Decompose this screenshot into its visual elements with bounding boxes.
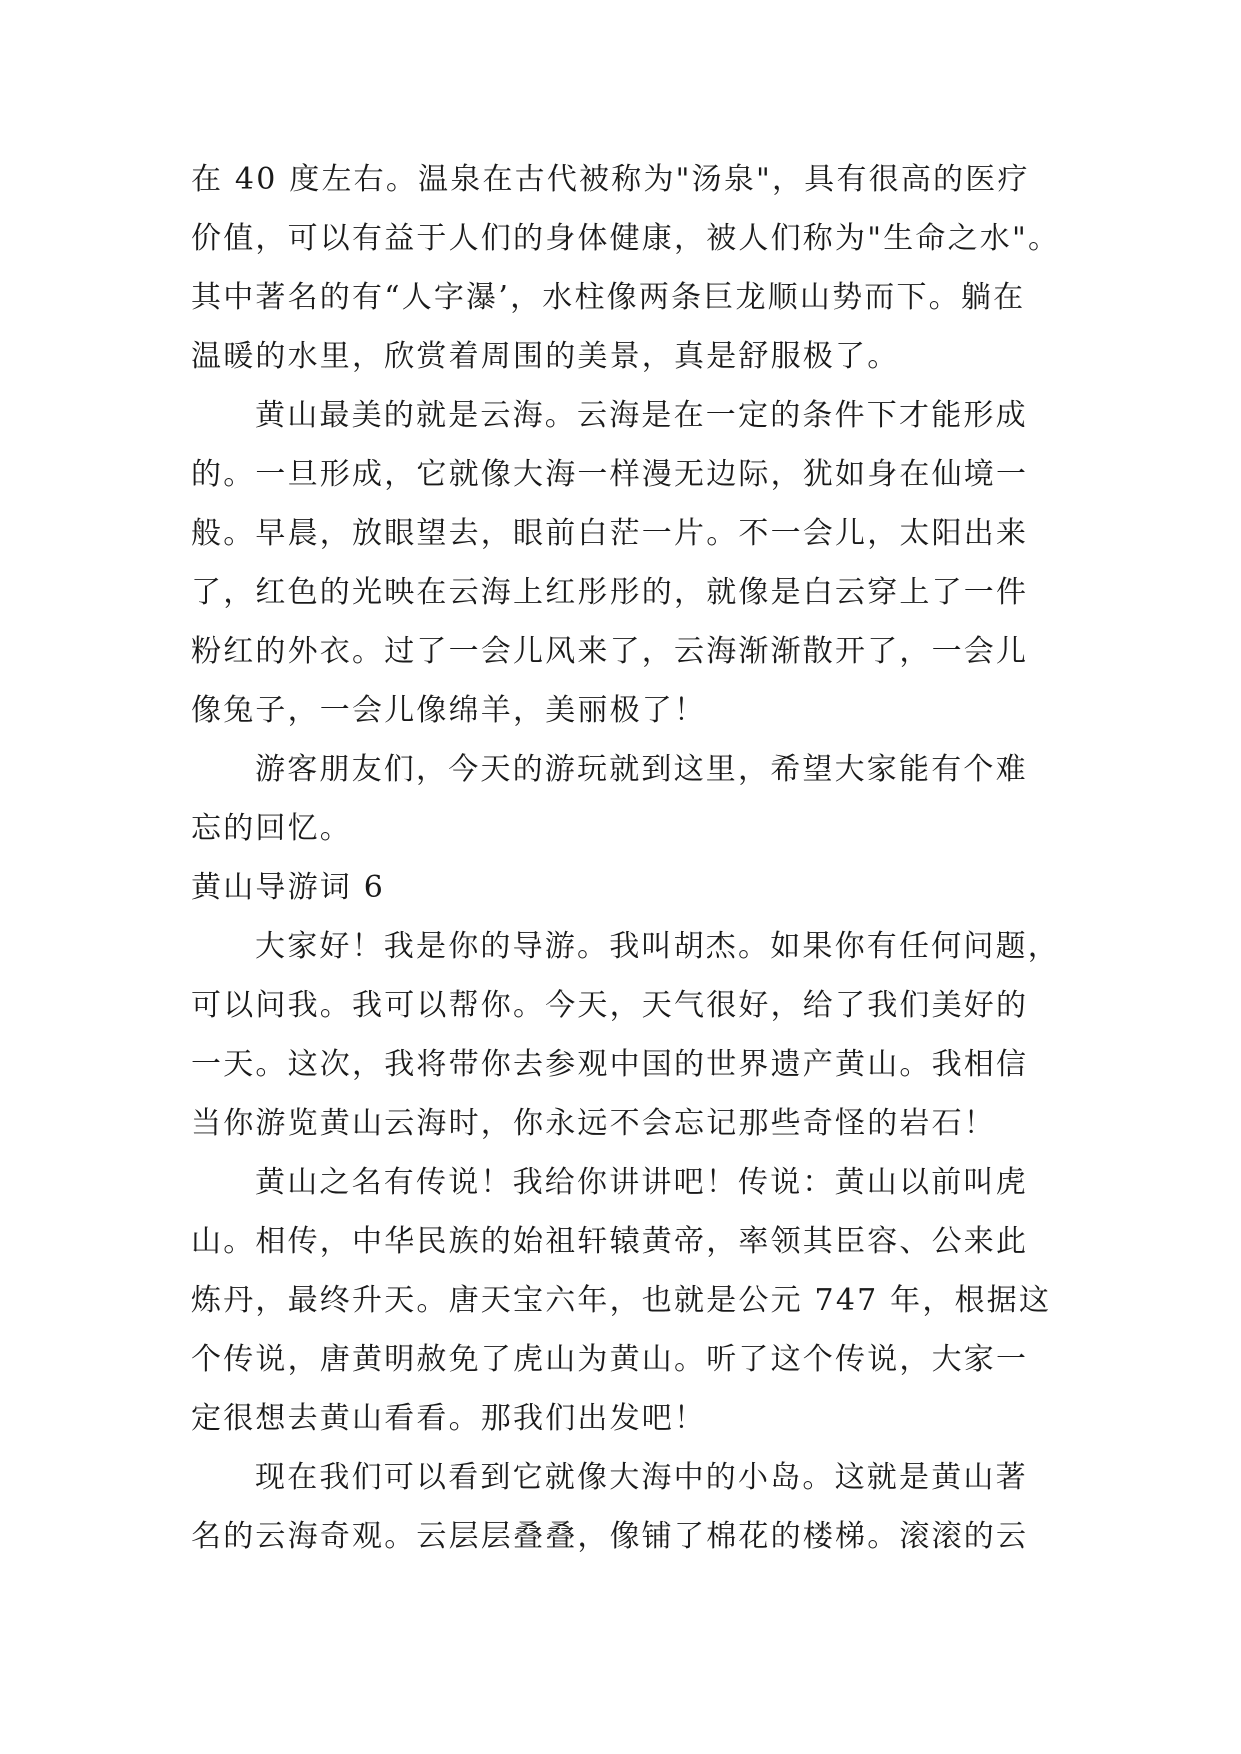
text-line: 个传说，唐黄明赦免了虎山为黄山。听了这个传说，大家一 <box>191 1342 1029 1377</box>
text-line: 在 40 度左右。温泉在古代被称为"汤泉"，具有很高的医疗 <box>191 162 1030 197</box>
document-body <box>191 150 1061 1566</box>
text-line: 游客朋友们，今天的游玩就到这里，希望大家能有个难 <box>255 752 1028 787</box>
text-line: 般。早晨，放眼望去，眼前白茫一片。不一会儿，太阳出来 <box>191 516 1029 551</box>
text-line: 了，红色的光映在云海上红彤彤的，就像是白云穿上了一件 <box>191 575 1029 610</box>
text-line: 定很想去黄山看看。那我们出发吧！ <box>191 1401 707 1436</box>
text-line: 黄山最美的就是云海。云海是在一定的条件下才能形成 <box>255 398 1028 433</box>
text-line: 现在我们可以看到它就像大海中的小岛。这就是黄山著 <box>255 1460 1028 1495</box>
text-line: 像兔子，一会儿像绵羊，美丽极了！ <box>191 693 707 728</box>
text-line: 炼丹，最终升天。唐天宝六年，也就是公元 747 年，根据这 <box>191 1283 1052 1318</box>
text-line: 黄山导游词 6 <box>191 870 386 905</box>
text-line: 的。一旦形成，它就像大海一样漫无边际，犹如身在仙境一 <box>191 457 1029 492</box>
text-line: 可以问我。我可以帮你。今天，天气很好，给了我们美好的 <box>191 988 1029 1023</box>
text-line: 黄山之名有传说！我给你讲讲吧！传说：黄山以前叫虎 <box>255 1165 1028 1200</box>
text-line: 粉红的外衣。过了一会儿风来了，云海渐渐散开了，一会儿 <box>191 634 1029 669</box>
text-line: 价值，可以有益于人们的身体健康，被人们称为"生命之水"。 <box>191 221 1061 256</box>
text-line: 忘的回忆。 <box>191 811 352 846</box>
text-line: 山。相传，中华民族的始祖轩辕黄帝，率领其臣容、公来此 <box>191 1224 1029 1259</box>
text-line: 当你游览黄山云海时，你永远不会忘记那些奇怪的岩石！ <box>191 1106 996 1141</box>
text-line: 其中著名的有“人字瀑’，水柱像两条巨龙顺山势而下。躺在 <box>191 280 1026 315</box>
text-line: 名的云海奇观。云层层叠叠，像铺了棉花的楼梯。滚滚的云 <box>191 1519 1029 1554</box>
text-line: 一天。这次，我将带你去参观中国的世界遗产黄山。我相信 <box>191 1047 1029 1082</box>
text-line: 温暖的水里，欣赏着周围的美景，真是舒服极了。 <box>191 339 900 374</box>
text-line: 大家好！我是你的导游。我叫胡杰。如果你有任何问题， <box>255 929 1060 964</box>
